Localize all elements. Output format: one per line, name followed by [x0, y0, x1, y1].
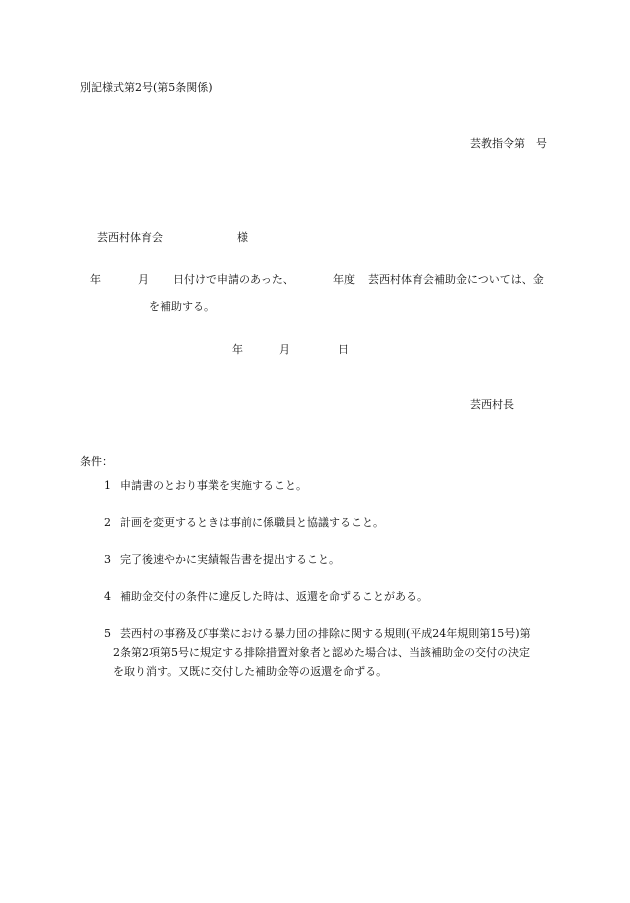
addressee-honorific: 様: [237, 231, 248, 244]
condition-text-5-line1: 芸西村の事務及び事業における暴力団の排除に関する規則(平成24年規則第15号)第: [120, 627, 531, 640]
condition-number-5: 5: [104, 627, 111, 640]
issue-date-day: 日: [338, 343, 349, 356]
condition-text-2: 計画を変更するときは事前に係職員と協議すること。: [120, 516, 384, 529]
body-grant-phrase: 芸西村体育会補助金については、金: [368, 273, 544, 286]
condition-number-4: 4: [104, 590, 111, 603]
condition-text-3: 完了後速やかに実績報告書を提出すること。: [120, 553, 340, 566]
form-label: 別記様式第2号(第5条関係): [80, 81, 213, 94]
condition-text-1: 申請書のとおり事業を実施すること。: [120, 479, 307, 492]
condition-text-4: 補助金交付の条件に違反した時は、返還を命ずることがある。: [120, 590, 428, 603]
condition-text-5-line2: 2条第2項第5号に規定する排除措置対象者と認めた場合は、当該補助金の交付の決定: [113, 646, 530, 659]
addressee-name: 芸西村体育会: [97, 231, 163, 244]
body-fiscal-year-label: 年度: [333, 273, 355, 286]
document-number: 芸教指令第 号: [470, 137, 547, 150]
condition-number-3: 3: [104, 553, 111, 566]
condition-number-2: 2: [104, 516, 111, 529]
body-amount-phrase: を補助する。: [149, 300, 215, 313]
body-month-label: 月: [138, 273, 149, 286]
condition-number-1: 1: [104, 479, 111, 492]
body-date-phrase: 日付けで申請のあった、: [173, 273, 294, 286]
issue-date-month: 月: [279, 343, 290, 356]
body-year-label: 年: [90, 273, 101, 286]
issue-date-year: 年: [232, 343, 243, 356]
conditions-heading: 条件：: [80, 455, 113, 468]
condition-text-5-line3: を取り消す。又既に交付した補助金等の返還を命ずる。: [113, 665, 388, 678]
issuer-title: 芸西村長: [470, 398, 514, 411]
